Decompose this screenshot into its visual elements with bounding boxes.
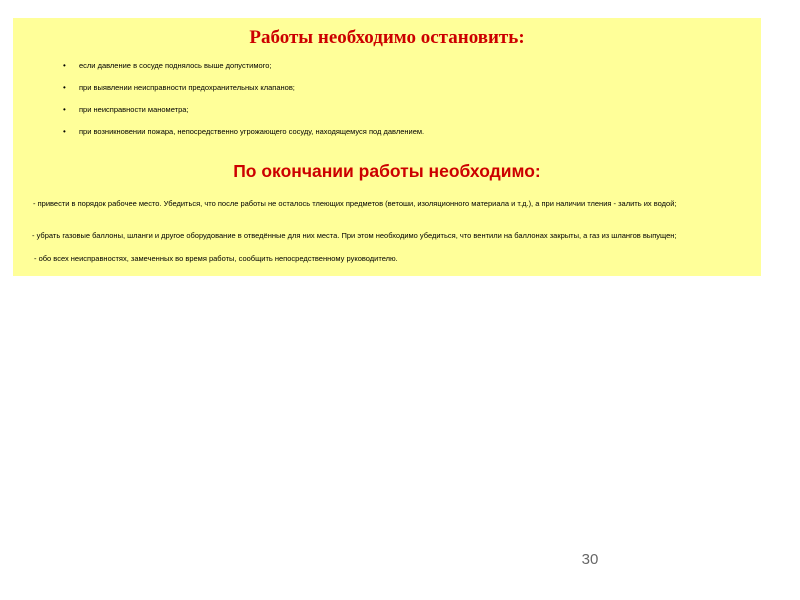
end-of-work-paragraph: - обо всех неисправностях, замеченных во время работы, сообщить непосредственному руководителю. [34, 254, 398, 263]
stop-work-heading: Работы необходимо остановить: [249, 27, 525, 48]
list-item-text: если давление в сосуде поднялось выше допустимого; [79, 61, 272, 70]
end-of-work-heading: По окончании работы необходимо: [233, 161, 541, 181]
page-number: 30 [581, 551, 599, 568]
list-item-text: при выявлении неисправности предохранительных клапанов; [79, 83, 295, 92]
end-of-work-paragraph: - привести в порядок рабочее место. Убедиться, что после работы не осталось тлеющих предметов (ветоши, изоляционного материала и т.д.), а при наличии тления - залить их водой; [33, 199, 677, 208]
bullet-icon: • [63, 105, 66, 114]
list-item [63, 125, 424, 147]
stop-conditions-list [63, 59, 424, 147]
list-item-text: при неисправности манометра; [79, 105, 189, 114]
bullet-icon: • [63, 83, 66, 92]
list-item [63, 103, 424, 125]
content-panel [13, 18, 761, 276]
bullet-icon: • [63, 127, 66, 136]
list-item-text: при возникновении пожара, непосредственно угрожающего сосуду, находящемуся под давлением. [79, 127, 425, 136]
end-of-work-paragraph: - убрать газовые баллоны, шланги и другое оборудование в отведённые для них места. При этом необходимо убедиться, что вентили на баллонах закрыты, а газ из шлангов выпущен; [32, 231, 677, 240]
list-item [63, 81, 424, 103]
bullet-icon: • [63, 61, 66, 70]
list-item [63, 59, 424, 81]
